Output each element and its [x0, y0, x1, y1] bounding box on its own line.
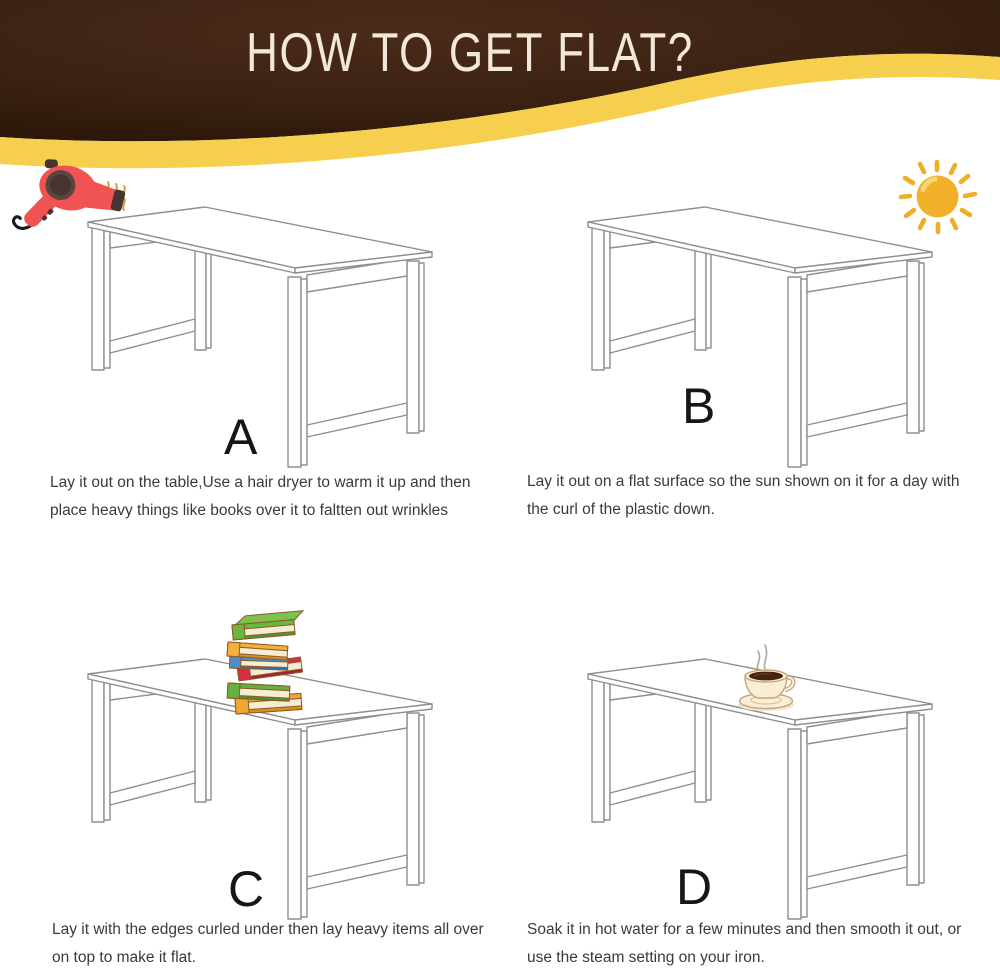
coffee-cup-icon: [728, 638, 800, 718]
page-title: HOW TO GET FLAT?: [246, 21, 694, 83]
method-description-b: [527, 468, 960, 524]
method-description-c: [52, 916, 484, 972]
book-stack-icon: [215, 598, 313, 724]
method-description-d: [527, 916, 961, 972]
table-illustration-b: [585, 205, 937, 473]
description-line: the curl of the plastic down.: [527, 501, 715, 518]
description-line: Lay it with the edges curled under then lay heavy items all over: [52, 921, 484, 938]
description-line: Lay it out on the table,Use a hair dryer to warm it up and then: [50, 474, 471, 491]
description-line: on top to make it flat.: [52, 949, 196, 966]
method-label-b: B: [682, 378, 716, 434]
method-label-a: A: [224, 409, 258, 465]
method-description-a: [50, 469, 470, 525]
description-line: Lay it out on a flat surface so the sun shown on it for a day with: [527, 473, 960, 490]
hair-dryer-icon: [10, 156, 138, 252]
description-line: place heavy things like books over it to faltten out wrinkles: [50, 502, 449, 519]
sun-icon: [897, 158, 981, 238]
method-label-d: D: [676, 859, 713, 915]
description-line: Soak it in hot water for a few minutes and then smooth it out, or: [527, 921, 962, 938]
method-label-c: C: [228, 861, 265, 917]
description-line: use the steam setting on your iron.: [527, 949, 765, 966]
